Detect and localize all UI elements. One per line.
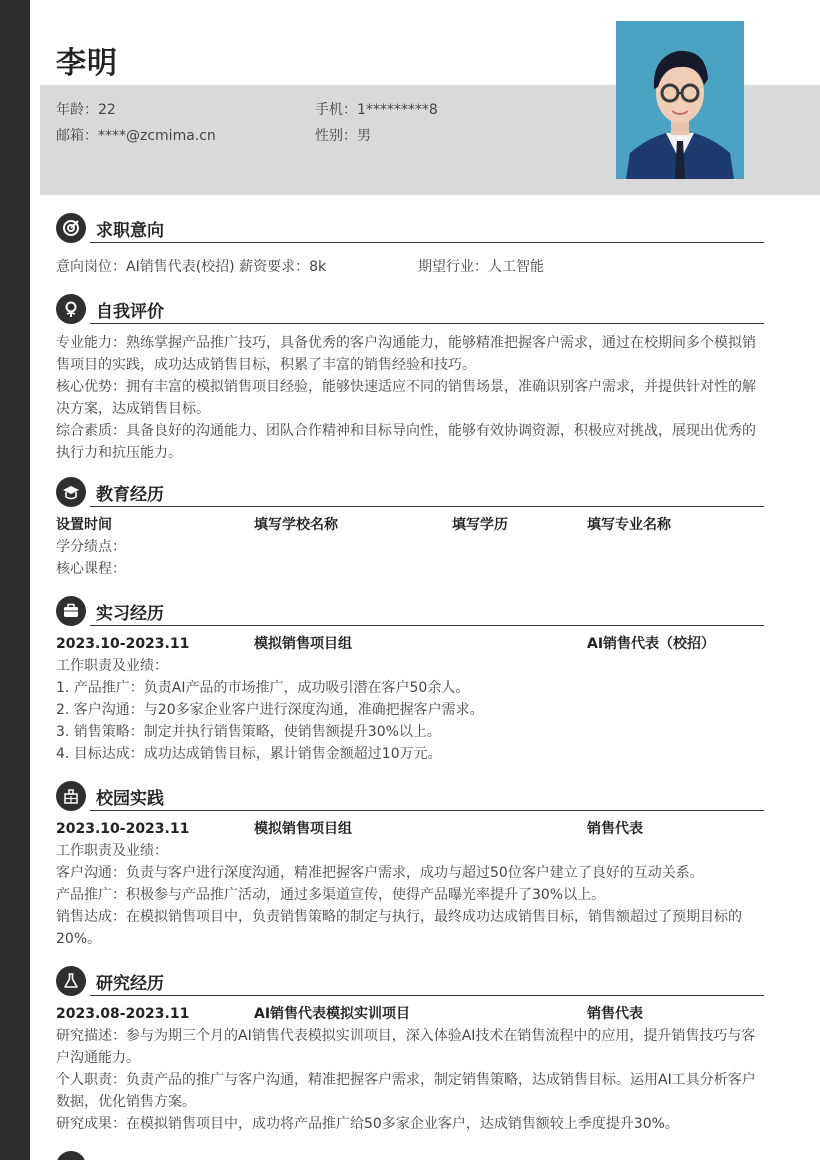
profile-photo xyxy=(616,21,744,179)
campus-role: 销售代表 xyxy=(587,821,643,837)
section-divider xyxy=(90,625,764,626)
self-eval-overall: 综合素质：具备良好的沟通能力、团队合作精神和目标导向性，能够有效协调资源，积极应对挑战，展现出优秀的执行力和抗压能力。 xyxy=(56,423,756,461)
briefcase-icon xyxy=(56,596,86,626)
campus-line: 产品推广：积极参与产品推广活动，通过多渠道宣传，使得产品曝光率提升了30%以上。 xyxy=(56,887,606,903)
edu-courses: 核心课程： xyxy=(56,561,126,577)
intern-role: AI销售代表（校招） xyxy=(587,636,716,652)
intern-line: 工作职责及业绩： xyxy=(56,658,168,674)
campus-org: 模拟销售项目组 xyxy=(254,821,352,837)
section-icon xyxy=(56,1151,86,1160)
self-eval-strengths: 核心优势：拥有丰富的模拟销售项目经验，能够快速适应不同的销售场景，准确识别客户需求，并提供针对性的解决方案，达成销售目标。 xyxy=(56,379,756,417)
research-time: 2023.08-2023.11 xyxy=(56,1006,190,1022)
graduation-cap-icon xyxy=(56,477,86,507)
intended-industry: 期望行业：人工智能 xyxy=(418,259,544,275)
flask-icon xyxy=(56,966,86,996)
email: 邮箱：****@zcmima.cn xyxy=(56,128,216,144)
intern-time: 2023.10-2023.11 xyxy=(56,636,190,652)
edu-school: 填写学校名称 xyxy=(254,517,338,533)
section-divider xyxy=(90,995,764,996)
research-project: AI销售代表模拟实训项目 xyxy=(254,1006,411,1022)
intern-line: 4. 目标达成：成功达成销售目标，累计销售金额超过10万元。 xyxy=(56,746,442,762)
edu-gpa: 学分绩点： xyxy=(56,539,126,555)
section-title: 研究经历 xyxy=(96,974,164,994)
intern-org: 模拟销售项目组 xyxy=(254,636,352,652)
intern-line: 1. 产品推广：负责AI产品的市场推广，成功吸引潜在客户50余人。 xyxy=(56,680,470,696)
intern-line: 2. 客户沟通：与20多家企业客户进行深度沟通，准确把握客户需求。 xyxy=(56,702,484,718)
intended-position: 意向岗位：AI销售代表(校招) 薪资要求：8k xyxy=(56,259,327,275)
edu-major: 填写专业名称 xyxy=(587,517,671,533)
self-eval-professional: 专业能力：熟练掌握产品推广技巧，具备优秀的客户沟通能力，能够精准把握客户需求，通过在校期间多个模拟销售项目的实践，成功达成销售目标，积累了丰富的销售经验和技巧。 xyxy=(56,335,756,373)
edu-time: 设置时间 xyxy=(56,517,112,533)
section-next-partial xyxy=(56,1151,764,1160)
section-job-intent xyxy=(56,213,764,278)
flower-badge-icon xyxy=(56,294,86,324)
phone: 手机：1*********8 xyxy=(315,102,438,118)
research-line: 个人职责：负责产品的推广与客户沟通，精准把握客户需求，制定销售策略，达成销售目标。运用AI工具分析客户数据，优化销售方案。 xyxy=(56,1072,756,1110)
section-self-evaluation xyxy=(56,294,764,464)
section-divider xyxy=(90,810,764,811)
campus-time: 2023.10-2023.11 xyxy=(56,821,190,837)
section-title: 实习经历 xyxy=(96,604,164,624)
gender: 性别：男 xyxy=(315,128,371,144)
section-campus-practice xyxy=(56,781,764,950)
section-title: 自我评价 xyxy=(96,302,164,322)
edu-degree: 填写学历 xyxy=(452,517,508,533)
intern-line: 3. 销售策略：制定并执行销售策略，使销售额提升30%以上。 xyxy=(56,724,441,740)
left-sidebar-bar xyxy=(0,0,30,1160)
candidate-name: 李明 xyxy=(56,46,118,81)
section-research xyxy=(56,966,764,1135)
campus-line: 客户沟通：负责与客户进行深度沟通，精准把握客户需求，成功与超过50位客户建立了良好的互动关系。 xyxy=(56,865,704,881)
research-line: 研究成果：在模拟销售项目中，成功将产品推广给50多家企业客户，达成销售额较上季度提升30%。 xyxy=(56,1116,679,1132)
campus-line: 工作职责及业绩： xyxy=(56,843,168,859)
target-icon xyxy=(56,213,86,243)
campus-line: 销售达成：在模拟销售项目中，负责销售策略的制定与执行，最终成功达成销售目标，销售额超过了预期目标的20%。 xyxy=(56,909,742,947)
section-divider xyxy=(90,323,764,324)
section-education xyxy=(56,477,764,580)
building-icon xyxy=(56,781,86,811)
research-role: 销售代表 xyxy=(587,1006,643,1022)
section-title: 校园实践 xyxy=(96,789,164,809)
age: 年龄：22 xyxy=(56,102,116,118)
section-title: 求职意向 xyxy=(96,221,164,241)
section-title: 教育经历 xyxy=(96,485,164,505)
section-divider xyxy=(90,242,764,243)
research-line: 研究描述：参与为期三个月的AI销售代表模拟实训项目，深入体验AI技术在销售流程中的应用，提升销售技巧与客户沟通能力。 xyxy=(56,1028,756,1066)
section-internship xyxy=(56,596,764,765)
section-divider xyxy=(90,506,764,507)
